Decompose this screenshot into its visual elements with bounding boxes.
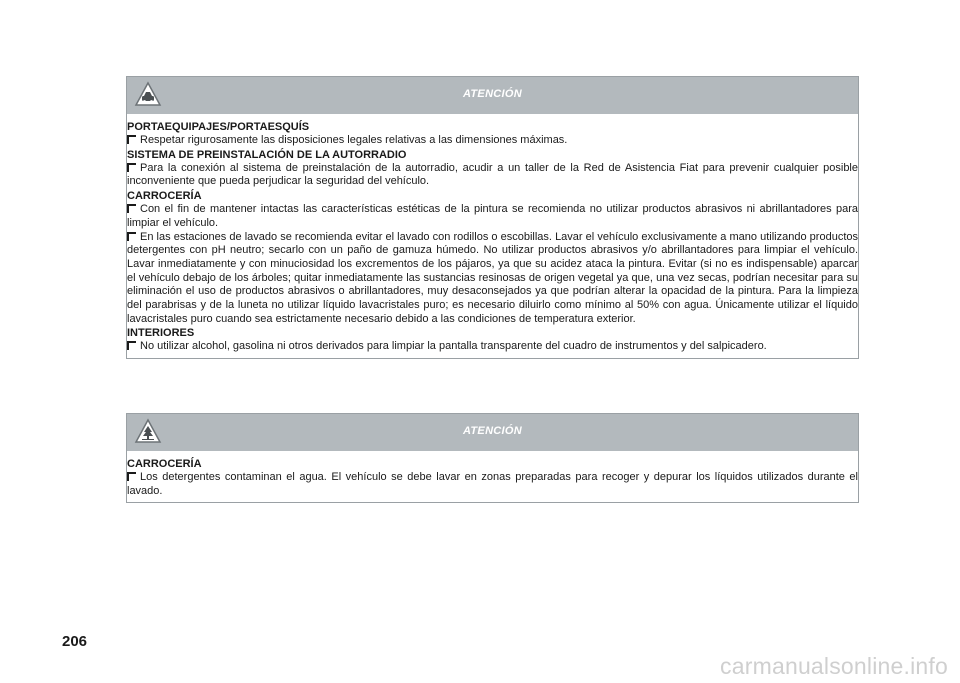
warning-title: ATENCIÓN — [462, 425, 523, 437]
section-heading: INTERIORES — [127, 327, 195, 340]
section-heading: CARROCERÍA — [127, 190, 202, 203]
bullet-icon — [127, 163, 136, 172]
bullet-icon — [127, 232, 136, 241]
section-heading: SISTEMA DE PREINSTALACIÓN DE LA AUTORRADIO — [127, 148, 407, 161]
paragraph-text: Los detergentes contaminan el agua. El vehículo se debe lavar en zonas preparadas para recoger y depurar los líquidos utilizados durante el lavado. — [127, 471, 858, 497]
warning-box-care — [126, 76, 859, 359]
warning-title: ATENCIÓN — [462, 88, 523, 100]
warning-box-environment — [126, 413, 859, 503]
paragraph-text: Respetar rigurosamente las disposiciones legales relativas a las dimensiones máximas. — [140, 134, 568, 146]
paragraph-text: Con el fin de mantener intactas las características estéticas de la pintura se recomienda no utilizar productos abrasivos ni abrillantadores para limpiar el vehículo. — [127, 203, 858, 229]
section-paragraph — [127, 134, 858, 148]
section-heading: CARROCERÍA — [127, 458, 202, 470]
paragraph-text: No utilizar alcohol, gasolina ni otros derivados para limpiar la pantalla transparente del cuadro de instrumentos y del salpicadero. — [140, 340, 767, 353]
warning-header — [127, 77, 858, 114]
section-paragraph — [127, 203, 858, 230]
section-paragraph — [127, 471, 858, 498]
warning-header — [127, 414, 858, 451]
page-number: 206 — [62, 633, 88, 650]
section-paragraph — [127, 231, 858, 327]
bullet-icon — [127, 341, 136, 350]
warning-body — [127, 451, 858, 502]
paragraph-text: Para la conexión al sistema de preinstalación de la autorradio, acudir a un taller de la Red de Asistencia Fiat para prevenir cualquier posible inconveniente que pueda perjudicar la seguridad del vehículo. — [127, 161, 858, 188]
warning-body — [127, 114, 858, 358]
section-heading: PORTAEQUIPAJES/PORTAESQUÍS — [127, 121, 310, 133]
section-paragraph — [127, 162, 858, 189]
paragraph-text: En las estaciones de lavado se recomienda evitar el lavado con rodillos o escobillas. Lavar el vehículo exclusivamente a mano utilizando productos detergentes con pH neutro; secarlo con un paño de gamuza húmedo. No utilizar productos abrasivos y/o abrillantadores para limpiar el vehículo. Lavar inmediatamente y con minuciosidad los excrementos de los pájaros, ya que su acidez ataca la pintura. Evitar (si no es indispensable) aparcar el vehículo debajo de los árboles; quitar inmediatamente las sustancias resinosas de origen vegetal ya que, una vez secas, podrían necesitar para su eliminación el uso de productos abrasivos o abrillantadores, muy desaconsejados ya que podrían alterar la opacidad de la pintura. Para la limpieza del parabrisas y de la luneta no utilizar líquido lavacristales puro; es necesario diluirlo como mínimo al 50% con agua. Únicamente utilizar el líquido lavacristales puro cuando sea estrictamente necesario debido a las condiciones de temperatura exterior. — [127, 230, 858, 325]
bullet-icon — [127, 135, 136, 144]
watermark: carmanualsonline.info — [720, 653, 948, 679]
bullet-icon — [127, 204, 136, 213]
bullet-icon — [127, 472, 136, 481]
section-paragraph — [127, 340, 858, 354]
